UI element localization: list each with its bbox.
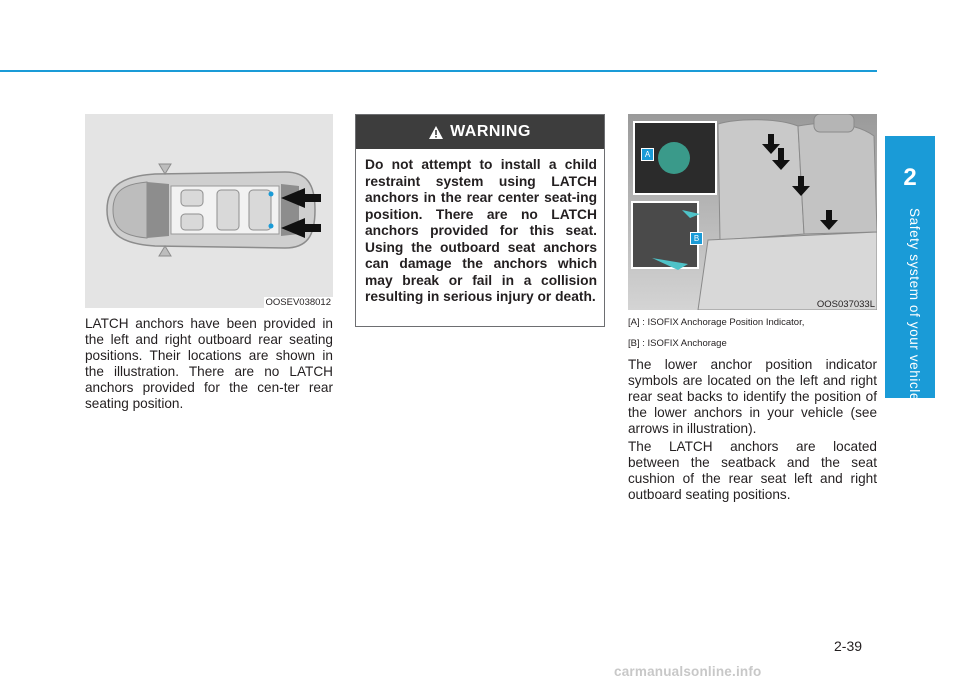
section-title: Safety system of your vehicle: [907, 208, 922, 401]
rear-seat-figure: [628, 114, 877, 310]
figure-code: OOSEV038012: [265, 297, 331, 308]
label-a: A: [641, 148, 654, 161]
figure-code: OOS037033L: [816, 299, 875, 310]
watermark: carmanualsonline.info: [614, 664, 762, 679]
rear-seat-illustration: [628, 114, 877, 310]
section-tab: [885, 136, 935, 401]
section-number: 2: [903, 164, 917, 191]
caption-a: [A] : ISOFIX Anchorage Position Indicator,: [628, 317, 805, 328]
warning-text: Do not attempt to install a child restraint system using LATCH anchors in the rear center seat-ing position. There are no LATCH anchors provided for this seat. Using the outboard seat anchors can damage the anchors which may break or fail in a collision resulting in serious injury or death.: [365, 157, 597, 304]
header-rule: [0, 70, 877, 72]
warning-box: [355, 114, 605, 327]
anchors-location-paragraph: The LATCH anchors are located between the seatback and the seat cushion of the rear seat left and right outboard seating positions.: [628, 439, 877, 502]
car-top-view-illustration: [85, 114, 333, 308]
latch-anchors-paragraph: LATCH anchors have been provided in the left and right outboard rear seating positions. Their locations are shown in the illustration. There are no LATCH anchors provided for the cen-ter rear seating position.: [85, 316, 333, 411]
warning-icon: [429, 126, 443, 139]
page-number: 2-39: [834, 638, 863, 654]
warning-header: [356, 115, 604, 149]
car-top-view-figure: [85, 114, 333, 308]
caption-b: [B] : ISOFIX Anchorage: [628, 338, 727, 349]
warning-heading: WARNING: [450, 123, 531, 140]
indicator-paragraph: The lower anchor position indicator symbols are located on the left and right rear seat backs to identify the position of the lower anchors in your vehicle (see arrows in illustration).: [628, 357, 877, 436]
label-b: B: [690, 232, 703, 245]
